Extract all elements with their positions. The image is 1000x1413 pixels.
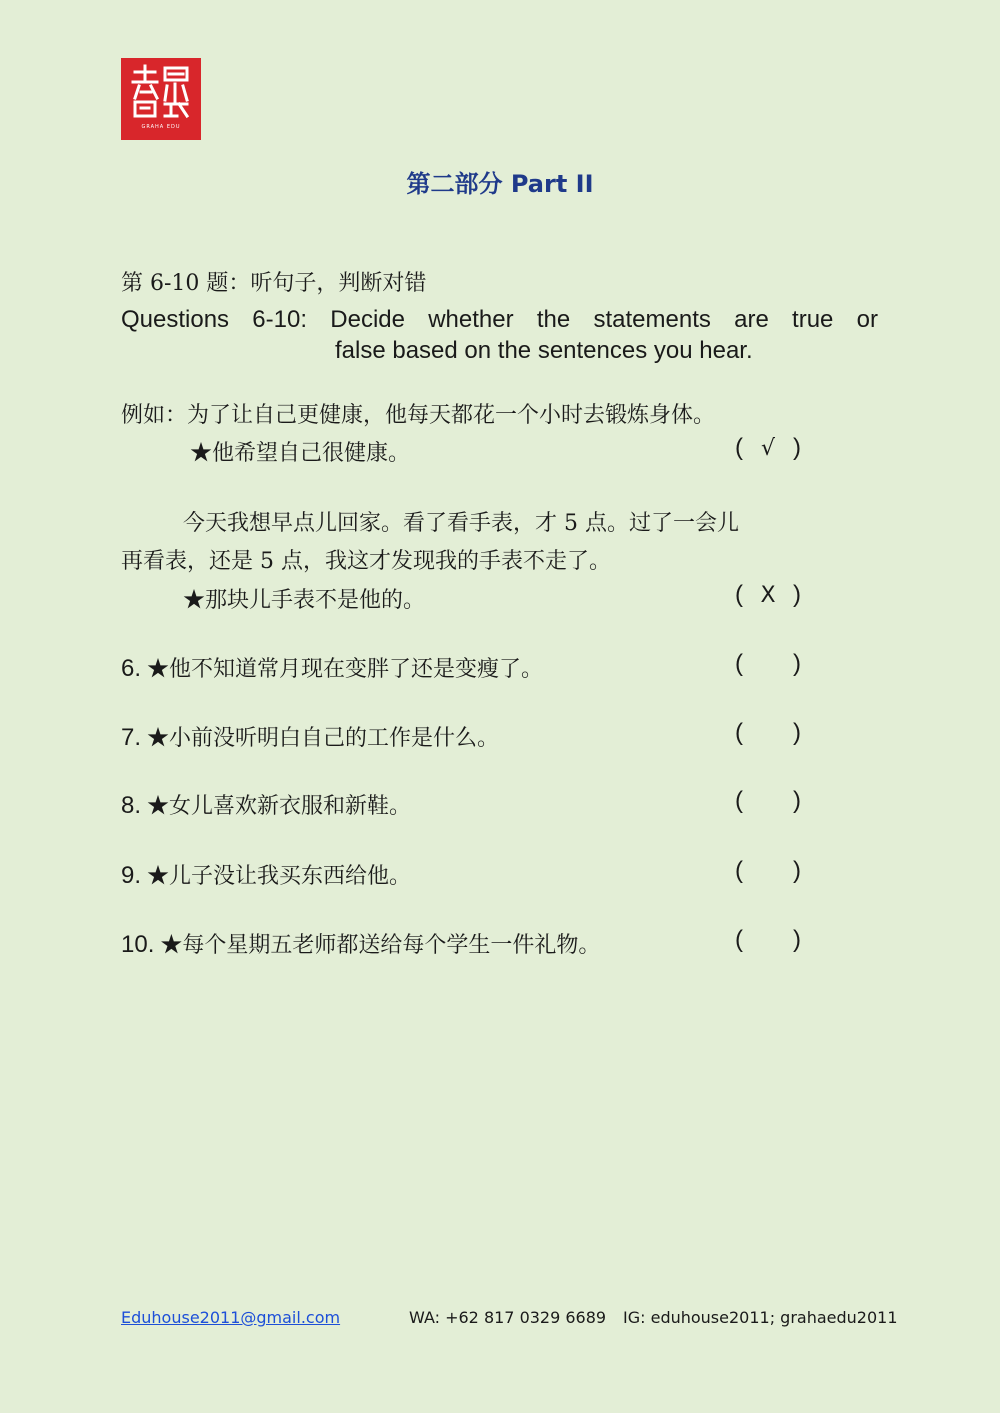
email-link[interactable]: Eduhouse2011@gmail.com: [121, 1308, 341, 1327]
example2-line2: 再看表，还是 5 点，我这才发现我的手表不走了。: [121, 549, 611, 574]
example1-sentence: 例如：为了让自己更健康，他每天都花一个小时去锻炼身体。: [121, 403, 716, 428]
answer-box-7[interactable]: ( ): [735, 719, 801, 746]
answer-box-10[interactable]: ( ): [735, 926, 801, 953]
question-6: 6. ★他不知道常月现在变胖了还是变瘦了。: [121, 655, 544, 682]
question-8: 8. ★女儿喜欢新衣服和新鞋。: [121, 792, 412, 819]
question-7: 7. ★小前没听明白自己的工作是什么。: [121, 724, 500, 751]
instruction-en-line1: Questions 6-10: Decide whether the statements are true or: [121, 306, 878, 333]
example2-answer-box: ( X ): [735, 581, 801, 608]
answer-box-6[interactable]: ( ): [735, 650, 801, 677]
question-9: 9. ★儿子没让我买东西给他。: [121, 862, 412, 889]
example2-line1: 今天我想早点儿回家。看了看手表，才 5 点。过了一会儿: [183, 511, 739, 536]
instruction-cn: 第 6-10 题：听句子，判断对错: [121, 271, 427, 296]
page-title: 第二部分 Part II: [406, 170, 594, 198]
answer-box-9[interactable]: ( ): [735, 857, 801, 884]
example2-answer: X: [760, 582, 776, 608]
question-10: 10. ★每个星期五老师都送给每个学生一件礼物。: [121, 931, 601, 958]
logo-caption: GRAHA EDU: [141, 124, 181, 130]
instruction-en-line2: false based on the sentences you hear.: [335, 337, 753, 364]
example1-answer: √: [760, 435, 776, 461]
footer-instagram: IG: eduhouse2011; grahaedu2011: [623, 1308, 898, 1327]
seal-logo-icon: [121, 58, 201, 122]
footer-whatsapp: WA: +62 817 0329 6689: [409, 1308, 607, 1327]
example1-answer-box: ( √ ): [735, 434, 801, 461]
footer-email[interactable]: [121, 1308, 340, 1327]
answer-box-8[interactable]: ( ): [735, 787, 801, 814]
example1-statement: ★他希望自己很健康。: [190, 441, 411, 466]
example2-statement: ★那块儿手表不是他的。: [183, 588, 426, 613]
logo: [121, 58, 201, 140]
